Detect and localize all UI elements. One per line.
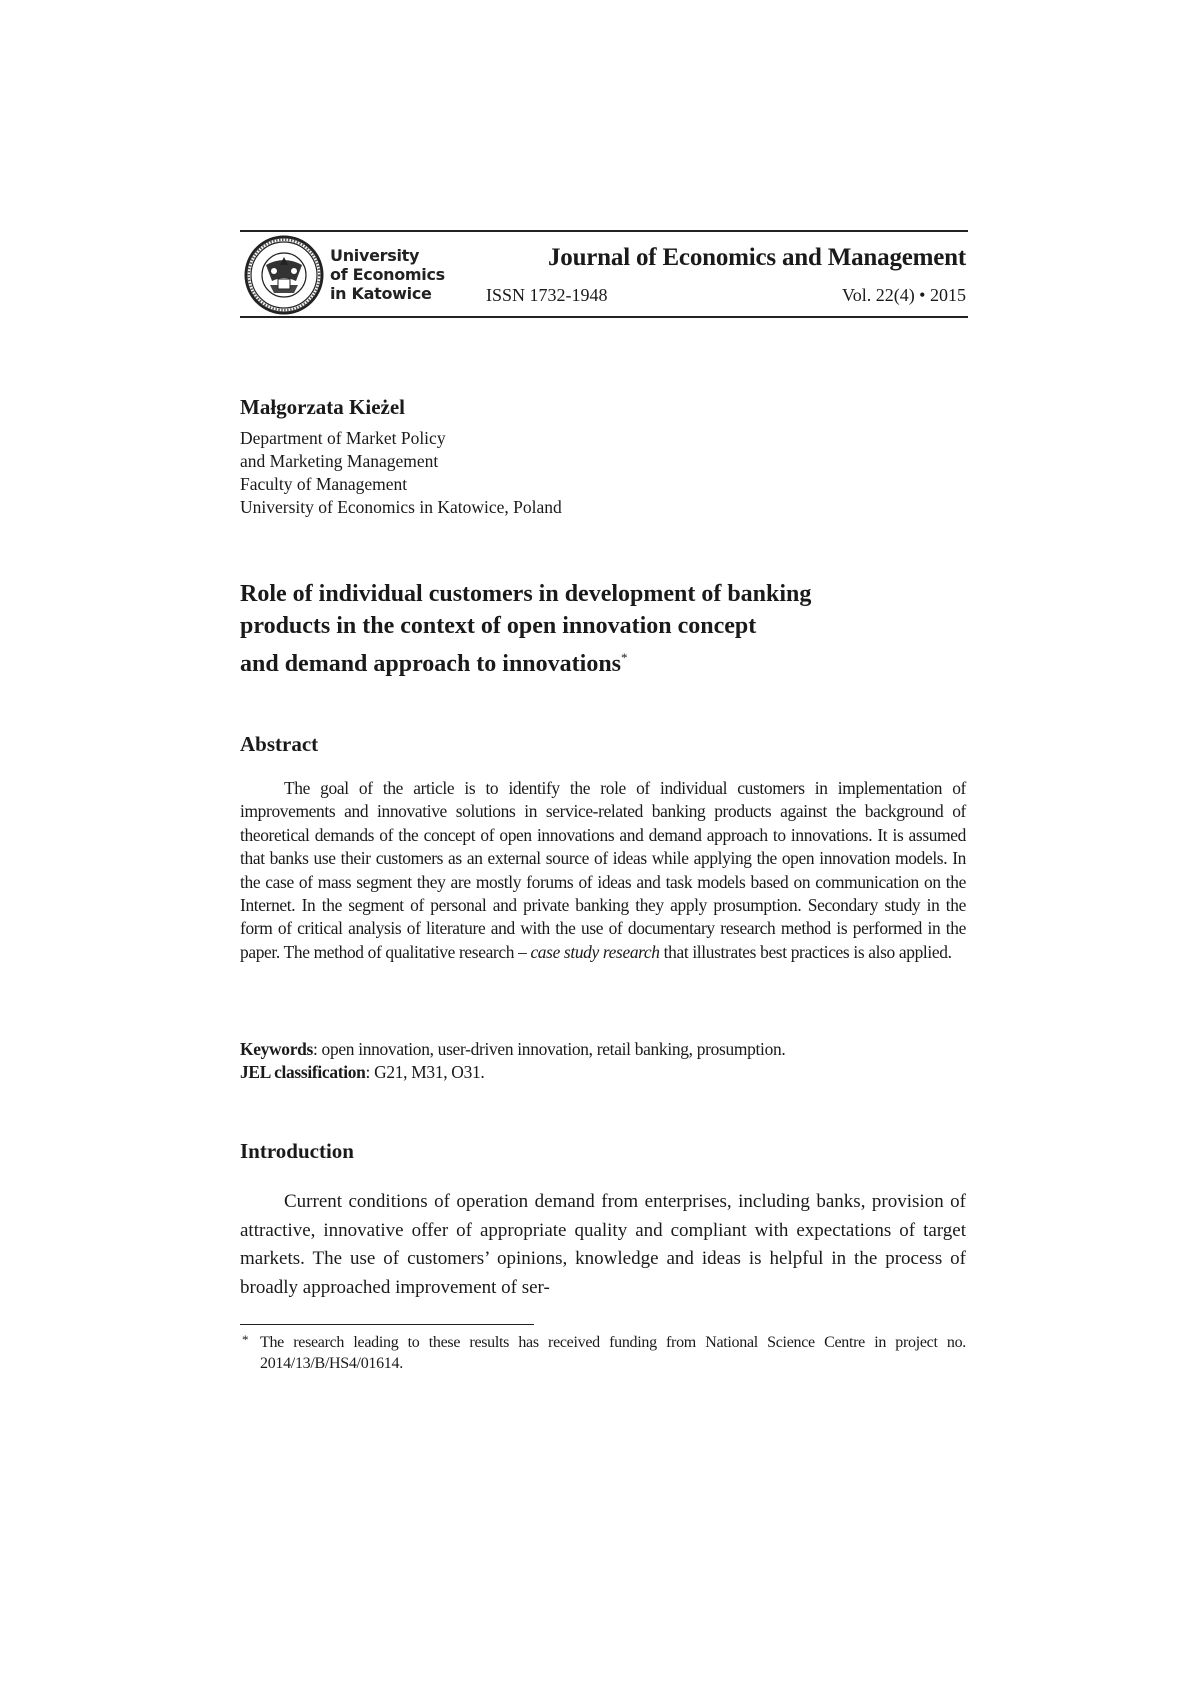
university-name	[330, 246, 445, 303]
university-name-line: University	[330, 246, 420, 265]
university-seal-icon	[244, 235, 324, 315]
issn: ISSN 1732-1948	[486, 285, 608, 305]
volume-issue: Vol. 22(4) • 2015	[842, 285, 966, 305]
abstract-text	[240, 777, 966, 964]
jel-label: JEL classification	[240, 1062, 366, 1083]
journal-title: Journal of Economics and Management	[547, 244, 966, 271]
footnote-mark: *	[242, 1332, 249, 1347]
jel-line	[240, 1061, 785, 1084]
affiliation-line: and Marketing Management	[240, 451, 439, 471]
affiliation-line: University of Economics in Katowice, Poland	[240, 497, 562, 517]
university-name-line: of Economics	[330, 265, 445, 284]
keywords-label: Keywords	[240, 1039, 313, 1059]
abstract-text-main: The goal of the article is to identify the role of individual customers in implementation of improvements and innovative solutions in service-related banking products against the background of theoretical demands of the concept of open innovations and demand approach to innovations. It is assumed that banks use their customers as an external source of ideas while applying the open innovation models. In the case of mass segment they are mostly forums of ideas and task models based on communication on the Internet. In the segment of personal and private banking they apply prosumption. Secondary study in the form of critical analysis of literature and with the use of documentary research method is performed in the paper. The method of qualitative research –	[240, 778, 966, 962]
article-title	[240, 578, 968, 680]
footnote-divider	[240, 1324, 534, 1325]
journal-header	[240, 230, 968, 318]
keywords-block	[240, 1038, 785, 1085]
affiliation-line: Department of Market Policy	[240, 428, 446, 448]
introduction-text: Current conditions of operation demand from enterprises, including banks, provision of attractive, innovative offer of appropriate quality and compliant with expectations of target markets. The use of customers’ opinions, knowledge and ideas is helpful in the process of broadly approached improvement of ser-	[240, 1191, 966, 1298]
title-line-last	[240, 642, 968, 680]
introduction-heading: Introduction	[240, 1139, 354, 1163]
title-line-text: and demand approach to innovations	[240, 651, 621, 677]
affiliation-line: Faculty of Management	[240, 474, 408, 494]
abstract-text-italic: case study research	[530, 941, 660, 962]
author-affiliation	[240, 427, 562, 519]
title-line: products in the context of open innovation concept	[240, 613, 757, 639]
author-name: Małgorzata Kieżel	[240, 395, 406, 419]
paper-page	[240, 230, 968, 1372]
keywords-value: : open innovation, user-driven innovation, retail banking, prosumption.	[312, 1039, 786, 1059]
keywords-line	[240, 1038, 785, 1061]
title-line: Role of individual customers in development of banking	[240, 581, 812, 607]
jel-value: : G21, M31, O31.	[365, 1062, 485, 1083]
university-name-line: in Katowice	[330, 284, 432, 303]
abstract-heading: Abstract	[240, 732, 319, 756]
abstract-text-end: that illustrates best practices is also applied.	[659, 941, 952, 962]
footnote	[240, 1332, 966, 1374]
title-footnote-mark: *	[621, 650, 628, 665]
footnote-text: The research leading to these results has received funding from National Science Centre in project no. 2014/13/B/HS4/01614.	[260, 1334, 966, 1372]
